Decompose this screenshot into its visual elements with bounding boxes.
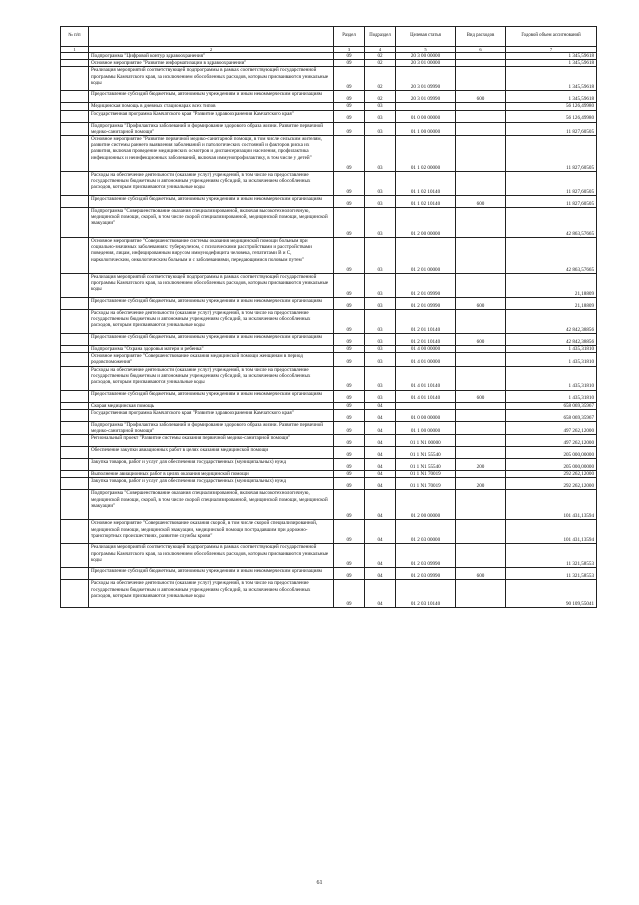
cell-expense-type [456, 421, 506, 434]
cell-number [61, 409, 89, 421]
column-number: 4 [365, 47, 396, 53]
cell-target-article: 01 2 01 00000 [396, 238, 456, 274]
table-row [61, 520, 597, 544]
cell-subsection: 02 [365, 91, 396, 103]
cell-annual-amount: 90 109,55041 [506, 580, 597, 608]
cell-number [61, 447, 89, 459]
cell-number [61, 490, 89, 520]
table-row [61, 435, 597, 447]
cell-number [61, 568, 89, 580]
cell-section: 09 [334, 208, 365, 238]
cell-annual-amount: 11 827,60505 [506, 172, 597, 196]
cell-subsection: 03 [365, 103, 396, 110]
cell-section: 09 [334, 346, 365, 353]
cell-expense-type: 200 [456, 459, 506, 471]
cell-subsection: 03 [365, 110, 396, 122]
cell-name: Закупка товаров, работ и услуг для обеспечения государственных (муниципальных) нужд [89, 459, 334, 471]
column-number: 3 [334, 47, 365, 53]
table-row [61, 334, 597, 346]
cell-expense-type [456, 346, 506, 353]
cell-target-article: 20 3 01 09990 [396, 91, 456, 103]
cell-annual-amount: 497 262,12000 [506, 435, 597, 447]
cell-section: 09 [334, 298, 365, 310]
cell-section: 09 [334, 196, 365, 208]
cell-expense-type [456, 172, 506, 196]
cell-subsection: 02 [365, 60, 396, 67]
cell-annual-amount: 101 431,13594 [506, 520, 597, 544]
cell-expense-type [456, 471, 506, 478]
cell-number [61, 544, 89, 568]
table-row [61, 67, 597, 91]
cell-expense-type [456, 366, 506, 390]
table-row [61, 196, 597, 208]
table-row [61, 568, 597, 580]
cell-name: Расходы на обеспечение деятельности (оказание услуг) учреждений, в том числе на предоставление государственным бюджетным и автономным учреждениям субсидий, за исключением обособленных расходов, которым присваиваются уникальные коды [89, 366, 334, 390]
table-row [61, 402, 597, 409]
cell-expense-type [456, 544, 506, 568]
cell-subsection: 04 [365, 544, 396, 568]
cell-expense-type: 600 [456, 91, 506, 103]
column-number: 6 [456, 47, 506, 53]
cell-name: Скорая медицинская помощь [89, 402, 334, 409]
cell-expense-type: 600 [456, 390, 506, 402]
cell-number [61, 334, 89, 346]
cell-subsection: 03 [365, 390, 396, 402]
cell-section: 09 [334, 409, 365, 421]
cell-number [61, 459, 89, 471]
header-expense-type: Вид расходов [456, 27, 506, 47]
cell-number [61, 208, 89, 238]
table-row [61, 409, 597, 421]
table-row [61, 580, 597, 608]
cell-expense-type [456, 208, 506, 238]
header-section: Раздел [334, 27, 365, 47]
cell-target-article: 01 1 02 00000 [396, 136, 456, 172]
cell-section: 09 [334, 447, 365, 459]
cell-name: Предоставление субсидий бюджетным, автономным учреждениям и иным некоммерческим организациям [89, 334, 334, 346]
cell-name: Подпрограмма "Цифровой контур здравоохранения" [89, 53, 334, 60]
table-row [61, 490, 597, 520]
table-row [61, 103, 597, 110]
cell-expense-type [456, 60, 506, 67]
cell-name: Подпрограмма "Совершенствование оказания специализированной, включая высокотехнологичную, медицинской помощи, скорой, в том числе скорой специализированной, медицинской помощи, медицинской эвакуации" [89, 490, 334, 520]
column-number: 7 [506, 47, 597, 53]
cell-number [61, 67, 89, 91]
table-row [61, 136, 597, 172]
cell-target-article: 01 2 03 09990 [396, 544, 456, 568]
cell-subsection: 04 [365, 471, 396, 478]
cell-subsection: 03 [365, 346, 396, 353]
header-subsection: Подраздел [365, 27, 396, 47]
cell-number [61, 353, 89, 366]
table-row [61, 390, 597, 402]
cell-number [61, 172, 89, 196]
table-body [61, 53, 597, 608]
cell-annual-amount: 56 126,49980 [506, 103, 597, 110]
cell-target-article: 01 1 02 10140 [396, 172, 456, 196]
cell-annual-amount: 1 345,59618 [506, 91, 597, 103]
cell-target-article: 01 1 N1 55540 [396, 459, 456, 471]
header-row [61, 27, 597, 47]
cell-number [61, 196, 89, 208]
cell-section: 09 [334, 459, 365, 471]
cell-subsection: 02 [365, 67, 396, 91]
cell-subsection: 03 [365, 136, 396, 172]
cell-expense-type [456, 110, 506, 122]
table-row [61, 459, 597, 471]
cell-annual-amount: 205 000,00000 [506, 459, 597, 471]
cell-number [61, 435, 89, 447]
cell-expense-type [456, 520, 506, 544]
cell-section: 09 [334, 478, 365, 490]
cell-subsection: 04 [365, 447, 396, 459]
cell-section: 09 [334, 136, 365, 172]
cell-expense-type [456, 310, 506, 334]
cell-section: 09 [334, 490, 365, 520]
cell-subsection: 03 [365, 366, 396, 390]
cell-subsection: 03 [365, 172, 396, 196]
cell-annual-amount: 21,18809 [506, 274, 597, 298]
cell-name: Расходы на обеспечение деятельности (оказание услуг) учреждений, в том числе на предоставление государственным бюджетным и автономным учреждениям субсидий, за исключением обособленных расходов, которым присваиваются уникальные коды [89, 580, 334, 608]
cell-annual-amount: 42 842,38856 [506, 334, 597, 346]
table-row [61, 298, 597, 310]
cell-annual-amount: 42 863,57665 [506, 238, 597, 274]
cell-expense-type: 600 [456, 334, 506, 346]
cell-name: Подпрограмма "Профилактика заболеваний и формирование здорового образа жизни. Развитие первичной медико-санитарной помощи" [89, 421, 334, 434]
cell-expense-type [456, 103, 506, 110]
cell-section: 09 [334, 172, 365, 196]
cell-name: Государственная программа Камчатского края "Развитие здравоохранения Камчатского края" [89, 110, 334, 122]
cell-expense-type [456, 67, 506, 91]
cell-name: Основное мероприятие "Развитие первичной медико-санитарной помощи, в том числе сельским жителям, развитие системы раннего выявления заболеваний и патологических состояний и факторов риска их развития, включая проведение медицинских осмотров и диспансеризации населения, профилактика инфекционных и неинфекционных заболеваний, включая иммунопрофилактику, в том числе у детей" [89, 136, 334, 172]
cell-name: Предоставление субсидий бюджетным, автономным учреждениям и иным некоммерческим организациям [89, 298, 334, 310]
header-target-article: Целевая статья [396, 27, 456, 47]
table-row [61, 471, 597, 478]
table-row [61, 310, 597, 334]
cell-target-article: 01 2 00 00000 [396, 490, 456, 520]
cell-section: 09 [334, 60, 365, 67]
cell-number [61, 298, 89, 310]
cell-section: 09 [334, 421, 365, 434]
cell-annual-amount: 658 069,35967 [506, 409, 597, 421]
table-row [61, 346, 597, 353]
cell-expense-type [456, 238, 506, 274]
cell-expense-type [456, 580, 506, 608]
cell-section: 09 [334, 334, 365, 346]
cell-expense-type [456, 53, 506, 60]
cell-section: 09 [334, 435, 365, 447]
cell-section: 09 [334, 274, 365, 298]
cell-target-article: 01 2 00 00000 [396, 208, 456, 238]
cell-section: 09 [334, 110, 365, 122]
table-row [61, 60, 597, 67]
cell-target-article: 01 1 N1 70019 [396, 478, 456, 490]
cell-expense-type [456, 274, 506, 298]
cell-expense-type: 600 [456, 196, 506, 208]
cell-section: 09 [334, 544, 365, 568]
cell-name: Основное мероприятие "Развитие информатизации в здравоохранении" [89, 60, 334, 67]
cell-name: Реализация мероприятий соответствующей подпрограммы в рамках соответствующей государственной программы Камчатского края, за исключением обособленных расходов, которым присваиваются уникальные коды [89, 544, 334, 568]
cell-number [61, 60, 89, 67]
cell-target-article: 01 2 03 10140 [396, 580, 456, 608]
cell-expense-type: 600 [456, 298, 506, 310]
table-row [61, 274, 597, 298]
table-row [61, 421, 597, 434]
budget-table-sheet [60, 26, 596, 608]
cell-number [61, 471, 89, 478]
cell-number [61, 346, 89, 353]
cell-name: Предоставление субсидий бюджетным, автономным учреждениям и иным некоммерческим организациям [89, 568, 334, 580]
page-number: 61 [316, 880, 323, 886]
cell-annual-amount: 11 827,60505 [506, 122, 597, 135]
cell-target-article: 01 2 01 09990 [396, 298, 456, 310]
cell-name: Предоставление субсидий бюджетным, автономным учреждениям и иным некоммерческим организациям [89, 390, 334, 402]
cell-number [61, 580, 89, 608]
cell-expense-type [456, 409, 506, 421]
cell-annual-amount: 1 435,31810 [506, 346, 597, 353]
cell-subsection: 04 [365, 402, 396, 409]
cell-name: Региональный проект "Развитие системы оказания первичной медико-санитарной помощи" [89, 435, 334, 447]
cell-subsection: 02 [365, 53, 396, 60]
cell-target-article: 01 4 01 10140 [396, 366, 456, 390]
cell-subsection: 03 [365, 274, 396, 298]
cell-target-article: 01 1 02 10140 [396, 196, 456, 208]
cell-annual-amount: 292 262,12000 [506, 478, 597, 490]
cell-expense-type [456, 447, 506, 459]
cell-subsection: 04 [365, 580, 396, 608]
cell-number [61, 136, 89, 172]
cell-annual-amount: 205 000,00000 [506, 447, 597, 459]
cell-subsection: 04 [365, 459, 396, 471]
cell-section: 09 [334, 471, 365, 478]
cell-annual-amount: 42 863,57665 [506, 208, 597, 238]
cell-name: Обеспечение закупки авиационных работ в целях оказания медицинской помощи [89, 447, 334, 459]
cell-annual-amount: 101 431,13594 [506, 490, 597, 520]
cell-expense-type [456, 490, 506, 520]
cell-target-article: 01 0 00 00000 [396, 409, 456, 421]
cell-name: Расходы на обеспечение деятельности (оказание услуг) учреждений, в том числе на предоставление государственным бюджетным и автономным учреждениям субсидий, за исключением обособленных расходов, которым присваиваются уникальные коды [89, 310, 334, 334]
cell-name: Закупка товаров, работ и услуг для обеспечения государственных (муниципальных) нужд [89, 478, 334, 490]
cell-annual-amount: 11 827,60505 [506, 136, 597, 172]
cell-number [61, 91, 89, 103]
cell-target-article: 01 0 00 00000 [396, 110, 456, 122]
cell-name: Расходы на обеспечение деятельности (оказание услуг) учреждений, в том числе на предоставление государственным бюджетным и автономным учреждениям субсидий, за исключением обособленных расходов, которым присваиваются уникальные коды [89, 172, 334, 196]
cell-name: Подпрограмма "Совершенствование оказания специализированной, включая высокотехнологичную, медицинской помощи, скорой, в том числе скорой специализированной, медицинской помощи, медицинской эвакуации" [89, 208, 334, 238]
cell-name: Предоставление субсидий бюджетным, автономным учреждениям и иным некоммерческим организациям [89, 91, 334, 103]
cell-section: 09 [334, 238, 365, 274]
cell-annual-amount: 1 435,31810 [506, 366, 597, 390]
cell-annual-amount: 1 345,59618 [506, 53, 597, 60]
cell-annual-amount: 11 321,58553 [506, 544, 597, 568]
column-number: 1 [61, 47, 89, 53]
cell-subsection: 03 [365, 334, 396, 346]
cell-expense-type [456, 435, 506, 447]
cell-section: 09 [334, 67, 365, 91]
cell-target-article: 01 2 01 09990 [396, 274, 456, 298]
cell-section: 09 [334, 580, 365, 608]
cell-annual-amount: 11 321,58553 [506, 568, 597, 580]
cell-target-article: 20 3 01 00000 [396, 60, 456, 67]
cell-annual-amount: 56 126,49980 [506, 110, 597, 122]
cell-number [61, 274, 89, 298]
header-number: № п/п [61, 27, 89, 47]
cell-section: 09 [334, 353, 365, 366]
cell-section: 09 [334, 366, 365, 390]
cell-section: 09 [334, 402, 365, 409]
cell-annual-amount: 1 345,59618 [506, 60, 597, 67]
cell-name: Основное мероприятие "Совершенствование оказания скорой, в том числе скорой специализированной, медицинской помощи, медицинской эвакуации, медицинской помощи пострадавшим при дорожно-транспортных происшествиях, развитие службы крови" [89, 520, 334, 544]
cell-subsection: 04 [365, 435, 396, 447]
cell-annual-amount: 292 262,12000 [506, 471, 597, 478]
cell-target-article: 01 1 N1 55540 [396, 447, 456, 459]
cell-subsection: 03 [365, 208, 396, 238]
cell-number [61, 520, 89, 544]
cell-section: 09 [334, 568, 365, 580]
cell-target-article [396, 103, 456, 110]
cell-number [61, 110, 89, 122]
cell-section: 09 [334, 390, 365, 402]
cell-name: Медицинская помощь в дневных стационарах всех типов [89, 103, 334, 110]
cell-number [61, 310, 89, 334]
cell-annual-amount: 658 069,35967 [506, 402, 597, 409]
cell-target-article: 20 3 01 09990 [396, 67, 456, 91]
cell-name: Предоставление субсидий бюджетным, автономным учреждениям и иным некоммерческим организациям [89, 196, 334, 208]
cell-section: 09 [334, 520, 365, 544]
cell-annual-amount: 21,18809 [506, 298, 597, 310]
cell-target-article: 01 2 03 00000 [396, 520, 456, 544]
table-row [61, 366, 597, 390]
cell-annual-amount: 1 435,31810 [506, 390, 597, 402]
cell-expense-type: 600 [456, 568, 506, 580]
cell-annual-amount: 497 262,12000 [506, 421, 597, 434]
cell-expense-type [456, 136, 506, 172]
cell-number [61, 478, 89, 490]
cell-section: 09 [334, 122, 365, 135]
cell-subsection: 04 [365, 409, 396, 421]
cell-target-article: 01 1 00 00000 [396, 122, 456, 135]
cell-name: Основное мероприятие "Совершенствование оказания медицинской помощи женщинам в период родовспоможения" [89, 353, 334, 366]
cell-number [61, 421, 89, 434]
cell-target-article: 01 2 01 10140 [396, 310, 456, 334]
cell-name: Выполнение авиационных работ в целях оказания медицинской помощи [89, 471, 334, 478]
cell-subsection: 03 [365, 122, 396, 135]
cell-expense-type [456, 353, 506, 366]
column-number: 5 [396, 47, 456, 53]
cell-subsection: 04 [365, 520, 396, 544]
cell-name: Реализация мероприятий соответствующей подпрограммы в рамках соответствующей государственной программы Камчатского края, за исключением обособленных расходов, которым присваиваются уникальные коды [89, 274, 334, 298]
cell-subsection: 03 [365, 196, 396, 208]
cell-number [61, 402, 89, 409]
cell-annual-amount: 11 827,60505 [506, 196, 597, 208]
table-row [61, 53, 597, 60]
table-row [61, 91, 597, 103]
cell-target-article [396, 402, 456, 409]
cell-expense-type [456, 402, 506, 409]
cell-name: Подпрограмма "Профилактика заболеваний и формирование здорового образа жизни. Развитие первичной медико-санитарной помощи" [89, 122, 334, 135]
table-row [61, 122, 597, 135]
cell-subsection: 04 [365, 478, 396, 490]
cell-name: Государственная программа Камчатского края "Развитие здравоохранения Камчатского края" [89, 409, 334, 421]
cell-section: 09 [334, 103, 365, 110]
cell-expense-type: 200 [456, 478, 506, 490]
cell-number [61, 122, 89, 135]
cell-section: 09 [334, 53, 365, 60]
cell-section: 09 [334, 310, 365, 334]
cell-target-article: 01 1 00 00000 [396, 421, 456, 434]
table-row [61, 172, 597, 196]
cell-name: Основное мероприятие "Совершенствование системы оказания медицинской помощи больным при социально-значимых заболеваниях: туберкулезом, с психическими расстройствами и расстройствами поведения, лицам, инфицированным вирусом иммунодефицита человека, гепатитами В и С, наркологическим, онкологическим больным и с заболеваниями, передающимися половым путем" [89, 238, 334, 274]
cell-expense-type [456, 122, 506, 135]
cell-number [61, 366, 89, 390]
cell-subsection: 04 [365, 421, 396, 434]
cell-target-article: 01 4 01 10140 [396, 390, 456, 402]
table-row [61, 544, 597, 568]
cell-section: 09 [334, 91, 365, 103]
table-row [61, 110, 597, 122]
header-annual-amount: Годовой объем ассигнований [506, 27, 597, 47]
table-row [61, 208, 597, 238]
cell-number [61, 390, 89, 402]
cell-number [61, 103, 89, 110]
table-row [61, 238, 597, 274]
cell-annual-amount: 42 842,38856 [506, 310, 597, 334]
column-number: 2 [89, 47, 334, 53]
cell-subsection: 03 [365, 310, 396, 334]
cell-target-article: 01 2 03 09990 [396, 568, 456, 580]
cell-subsection: 04 [365, 568, 396, 580]
cell-number [61, 53, 89, 60]
cell-number [61, 238, 89, 274]
budget-table [60, 26, 597, 608]
cell-subsection: 03 [365, 298, 396, 310]
cell-annual-amount: 1 435,31810 [506, 353, 597, 366]
cell-target-article: 01 2 01 10140 [396, 334, 456, 346]
cell-name: Реализация мероприятий соответствующей подпрограммы в рамках соответствующей государственной программы Камчатского края, за исключением обособленных расходов, которым присваиваются уникальные коды [89, 67, 334, 91]
cell-subsection: 03 [365, 353, 396, 366]
cell-subsection: 04 [365, 490, 396, 520]
cell-target-article: 20 3 00 00000 [396, 53, 456, 60]
cell-target-article: 01 1 N1 00000 [396, 435, 456, 447]
cell-name: Подпрограмма "Охрана здоровья матери и ребенка" [89, 346, 334, 353]
table-row [61, 353, 597, 366]
cell-target-article: 01 4 00 00000 [396, 346, 456, 353]
header-name [89, 27, 334, 47]
table-row [61, 447, 597, 459]
cell-subsection: 03 [365, 238, 396, 274]
table-row [61, 478, 597, 490]
cell-target-article: 01 4 01 00000 [396, 353, 456, 366]
cell-target-article: 01 1 N1 70019 [396, 471, 456, 478]
cell-annual-amount: 1 345,59618 [506, 67, 597, 91]
